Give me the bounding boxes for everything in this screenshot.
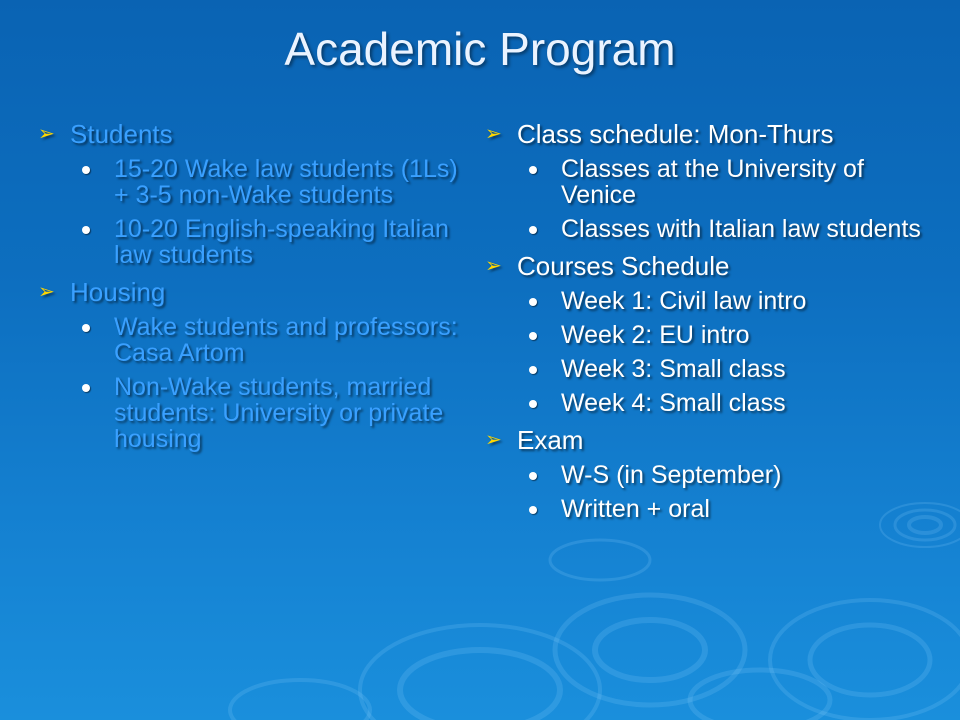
arrow-bullet-icon: ➢ — [485, 255, 502, 277]
list-item — [517, 356, 935, 382]
dot-bullet-icon — [529, 400, 537, 408]
sub-bullet-list — [517, 156, 935, 242]
dot-bullet-icon — [529, 506, 537, 514]
right-column — [485, 120, 935, 532]
arrow-bullet-icon: ➢ — [38, 123, 55, 145]
list-item-text: Classes with Italian law students — [561, 215, 921, 243]
section-heading: Class schedule: Mon-Thurs — [517, 119, 834, 149]
section-exam — [485, 426, 935, 522]
section-housing — [38, 278, 458, 452]
list-item-text: W-S (in September) — [561, 461, 782, 489]
list-item — [517, 322, 935, 348]
list-item — [70, 156, 458, 208]
section-courses-schedule — [485, 252, 935, 416]
dot-bullet-icon — [82, 384, 90, 392]
dot-bullet-icon — [82, 226, 90, 234]
arrow-bullet-icon: ➢ — [485, 429, 502, 451]
dot-bullet-icon — [82, 324, 90, 332]
list-item-text: Week 3: Small class — [561, 355, 786, 383]
list-item — [517, 462, 935, 488]
slide-title: Academic Program — [284, 23, 676, 75]
list-item-text: Wake students and professors: Casa Artom — [114, 313, 458, 367]
dot-bullet-icon — [529, 332, 537, 340]
dot-bullet-icon — [529, 366, 537, 374]
left-column — [38, 120, 458, 462]
sub-bullet-list — [70, 156, 458, 268]
list-item-text: Classes at the University of Venice — [561, 155, 864, 209]
list-item-text: Non-Wake students, married students: University or private housing — [114, 373, 444, 453]
section-heading: Housing — [70, 277, 166, 307]
dot-bullet-icon — [529, 298, 537, 306]
arrow-bullet-icon: ➢ — [38, 281, 55, 303]
arrow-bullet-icon: ➢ — [485, 123, 502, 145]
list-item — [70, 314, 458, 366]
dot-bullet-icon — [529, 166, 537, 174]
list-item — [517, 288, 935, 314]
section-heading: Exam — [517, 425, 584, 455]
section-heading: Students — [70, 119, 173, 149]
section-students — [38, 120, 458, 268]
list-item — [517, 216, 935, 242]
section-heading: Courses Schedule — [517, 251, 730, 281]
dot-bullet-icon — [529, 472, 537, 480]
sub-bullet-list — [517, 288, 935, 416]
list-item-text: 10-20 English-speaking Italian law students — [114, 215, 449, 269]
right-bullet-list — [485, 120, 935, 522]
sub-bullet-list — [517, 462, 935, 522]
dot-bullet-icon — [82, 166, 90, 174]
sub-bullet-list — [70, 314, 458, 452]
list-item — [517, 390, 935, 416]
list-item — [517, 496, 935, 522]
list-item-text: Week 1: Civil law intro — [561, 287, 807, 315]
list-item — [70, 374, 458, 452]
list-item — [70, 216, 458, 268]
list-item-text: Week 4: Small class — [561, 389, 786, 417]
section-class-schedule-mon-thurs — [485, 120, 935, 242]
list-item-text: Week 2: EU intro — [561, 321, 750, 349]
list-item-text: Written + oral — [561, 495, 710, 523]
dot-bullet-icon — [529, 226, 537, 234]
left-bullet-list — [38, 120, 458, 452]
list-item — [517, 156, 935, 208]
list-item-text: 15-20 Wake law students (1Ls) + 3-5 non-Wake students — [114, 155, 458, 209]
